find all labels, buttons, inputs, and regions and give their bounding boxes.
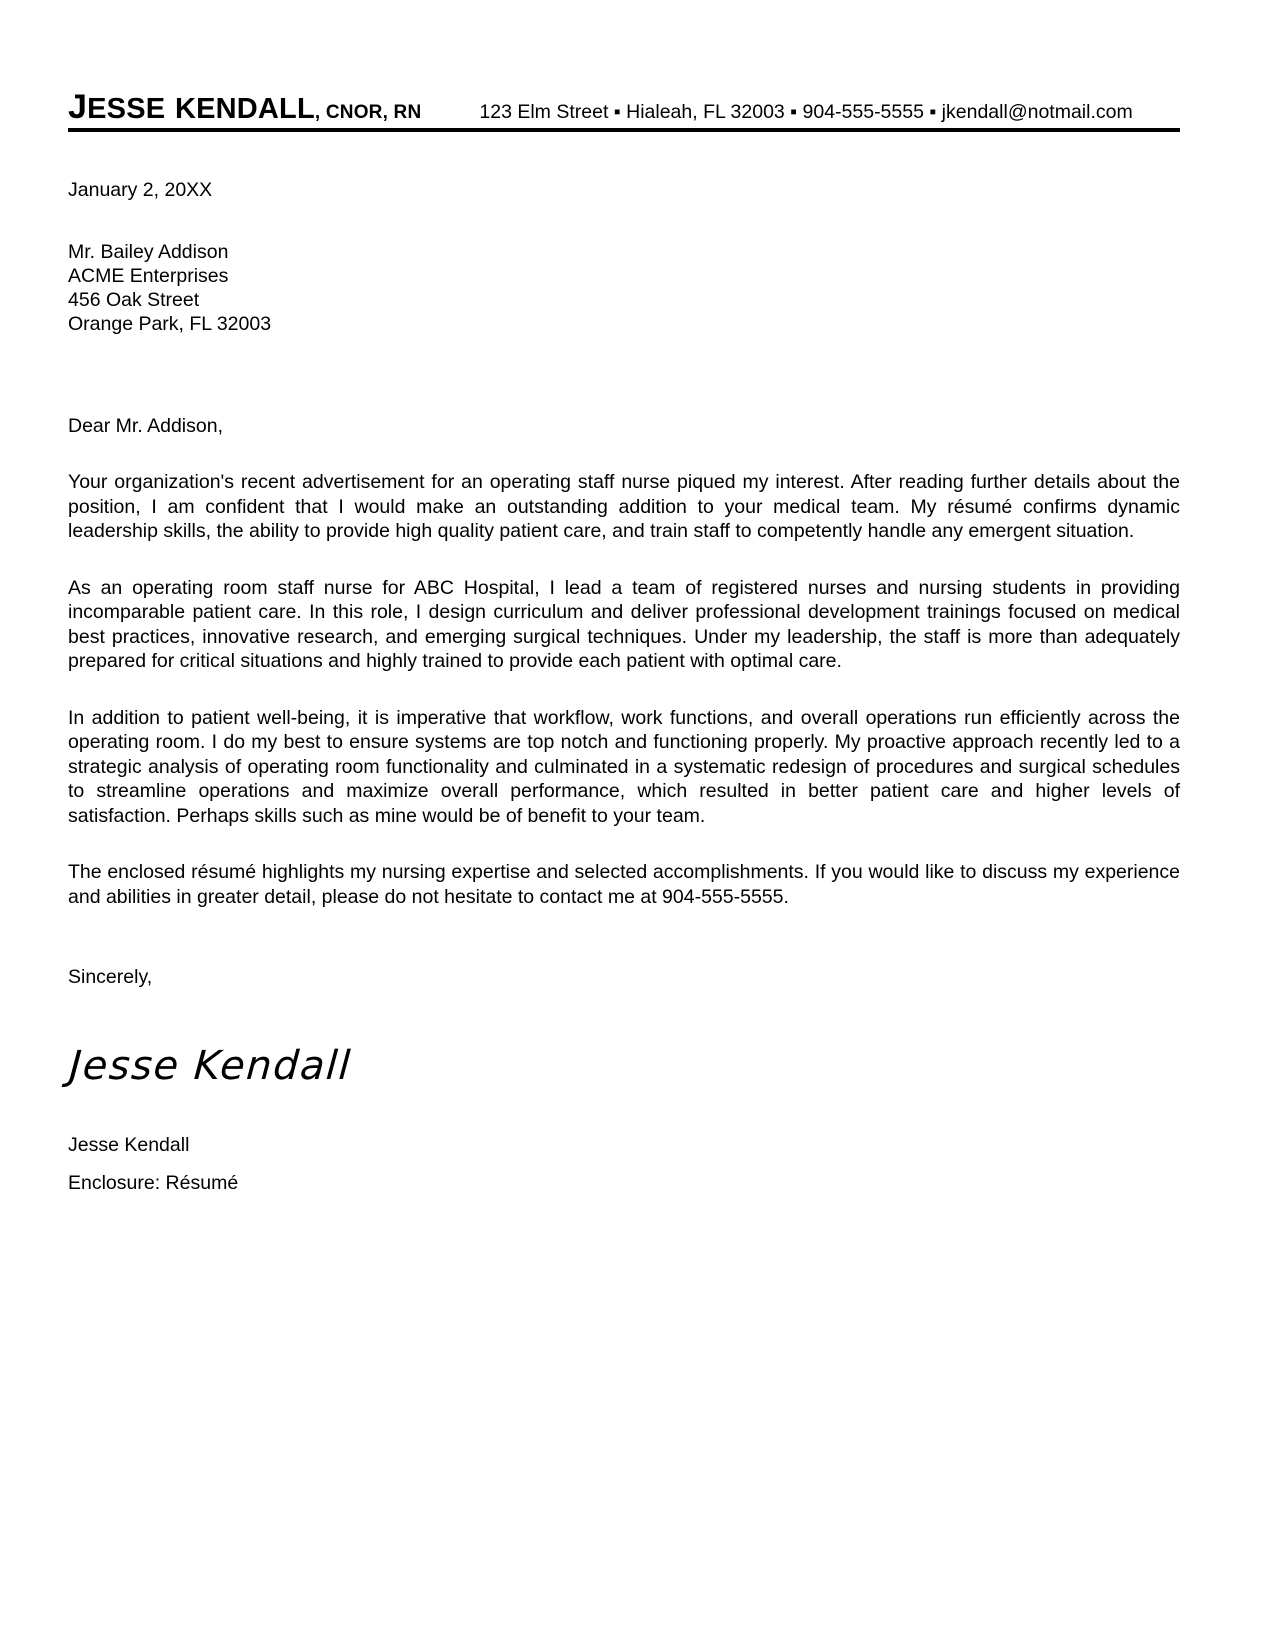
recipient-city-state-zip: Orange Park, FL 32003 (68, 313, 272, 335)
letterhead-first-name: JESSE (68, 88, 166, 126)
letterhead-credentials: , CNOR, RN (314, 102, 422, 123)
recipient-address-block (68, 240, 1180, 336)
letter-body (68, 178, 1180, 1195)
handwritten-signature: Jesse Kendall (68, 1043, 354, 1089)
letter-paragraph-3: In addition to patient well-being, it is imperative that workflow, work functions, and overall operations run efficiently across the operating room. I do my best to ensure systems are top notch and functioning properly. My proactive approach recently led to a strategic analysis of operating room functionality and culminated in a systematic redesign of procedures and surgical schedules to streamline operations and maximize overall performance, which resulted in better patient care and higher levels of satisfaction. Perhaps skills such as mine would be of benefit to your team. (68, 706, 1180, 827)
letter-date: January 2, 20XX (68, 179, 213, 201)
letterhead-name-block (68, 90, 421, 124)
signer-printed-name: Jesse Kendall (68, 1134, 190, 1156)
recipient-company: ACME Enterprises (68, 265, 229, 287)
enclosure-note: Enclosure: Résumé (68, 1172, 239, 1194)
letterhead-contact-info: 123 Elm Street ▪ Hialeah, FL 32003 ▪ 904-555-5555 ▪ jkendall@notmail.com (479, 101, 1133, 123)
letter-paragraph-2: As an operating room staff nurse for ABC Hospital, I lead a team of registered nurses and nursing students in providing incomparable patient care. In this role, I design curriculum and deliver professional development trainings focused on medical best practices, innovative research, and emerging surgical techniques. Under my leadership, the staff is more than adequately prepared for critical situations and highly trained to provide each patient with optimal care. (68, 576, 1180, 672)
recipient-street: 456 Oak Street (68, 289, 200, 311)
letterhead-divider-rule (68, 128, 1180, 132)
letterhead-last-name: KENDALL (174, 93, 315, 125)
letterhead (68, 90, 1180, 124)
letter-closing: Sincerely, (68, 966, 153, 988)
recipient-name: Mr. Bailey Addison (68, 241, 229, 263)
letter-salutation: Dear Mr. Addison, (68, 415, 223, 437)
letter-paragraph-1: Your organization's recent advertisement for an operating staff nurse piqued my interest. After reading further details about the position, I am confident that I would make an outstanding addition to your medical team. My résumé confirms dynamic leadership skills, the ability to provide high quality patient care, and train staff to competently handle any emergent situation. (68, 471, 1180, 542)
letter-paragraph-4: The enclosed résumé highlights my nursing expertise and selected accomplishments. If you would like to discuss my experience and abilities in greater detail, please do not hesitate to contact me at 904-555-5555. (68, 861, 1180, 908)
